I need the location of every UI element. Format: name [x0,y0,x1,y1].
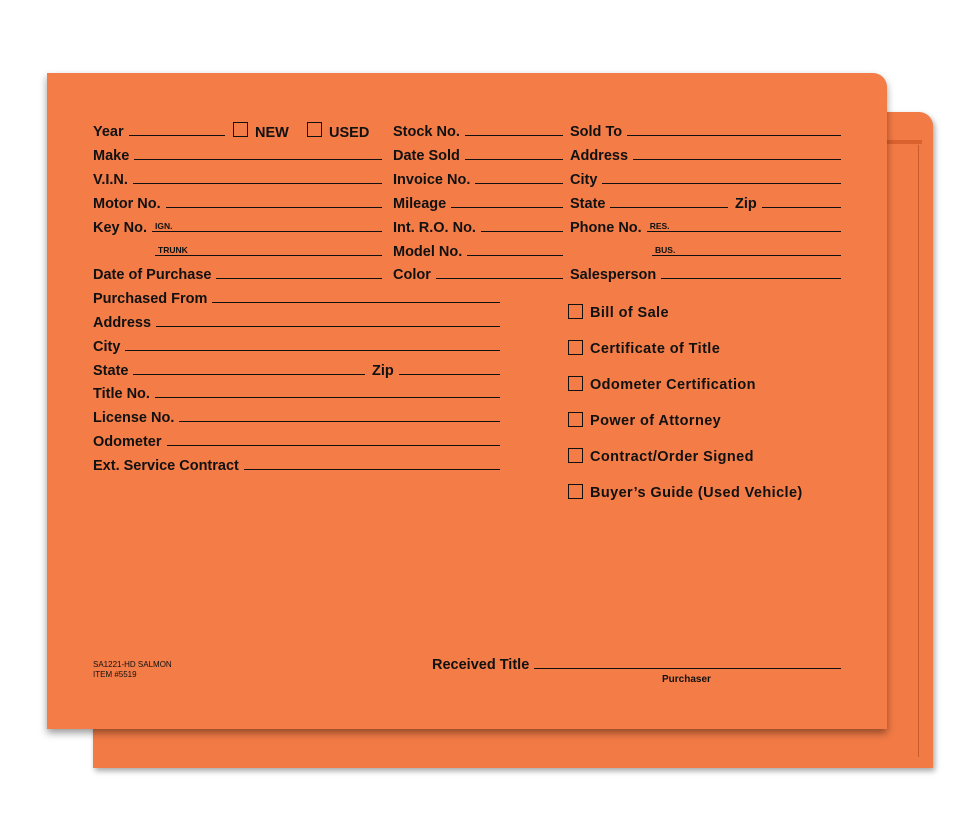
buyer-state-label: State [570,196,606,212]
checklist-label: Certificate of Title [590,341,721,357]
purchase-address-field[interactable] [93,313,500,331]
folder-front-panel [47,73,887,729]
mileage-label: Mileage [393,196,447,212]
sold-to-label: Sold To [570,124,623,140]
buyer-address-field[interactable] [570,146,841,164]
checklist-label: Power of Attorney [590,413,722,429]
int-ro-no-field[interactable] [393,218,563,236]
salesperson-label: Salesperson [570,267,657,283]
model-no-field[interactable] [393,242,563,260]
checklist-item-contract-order-signed[interactable] [568,448,754,465]
date-sold-field[interactable] [393,146,563,164]
service-contract-label: Ext. Service Contract [93,458,239,474]
res-label: RES. [649,221,670,231]
color-label: Color [393,267,431,283]
checklist-label: Contract/Order Signed [590,449,754,465]
stock-no-field[interactable] [393,122,563,140]
buyer-zip-field[interactable] [735,194,841,212]
item-number: ITEM #5519 [93,670,137,679]
stock-no-label: Stock No. [393,124,460,140]
license-no-field[interactable] [93,408,500,426]
buyer-zip-label: Zip [735,196,757,212]
checklist-item-certificate-of-title[interactable] [568,340,720,357]
new-label: NEW [255,125,289,141]
int-ro-no-label: Int. R.O. No. [393,220,476,236]
odometer-label: Odometer [93,434,162,450]
purchase-address-label: Address [93,315,152,331]
buyer-state-field[interactable] [570,194,728,212]
phone-bus-field[interactable] [652,242,841,256]
invoice-no-label: Invoice No. [393,172,471,188]
received-title-field[interactable] [432,655,841,673]
year-label: Year [93,124,124,140]
new-checkbox-box[interactable] [233,122,248,137]
ign-label: IGN. [155,221,173,231]
folder-back-tab-edge [886,140,922,144]
key-no-label: Key No. [93,220,147,236]
motor-no-label: Motor No. [93,196,161,212]
checklist-item-bill-of-sale[interactable] [568,304,669,321]
used-label: USED [329,125,370,141]
make-label: Make [93,148,130,164]
phone-no-label: Phone No. [570,220,642,236]
checklist-item-buyers-guide[interactable] [568,484,803,501]
invoice-no-field[interactable] [393,170,563,188]
mileage-field[interactable] [393,194,563,212]
purchased-from-label: Purchased From [93,291,208,307]
trunk-label: TRUNK [158,245,188,255]
salesperson-field[interactable] [570,265,841,283]
checklist-item-odometer-certification[interactable] [568,376,756,393]
new-checkbox[interactable] [233,122,289,141]
checklist-item-power-of-attorney[interactable] [568,412,721,429]
buyer-address-label: Address [570,148,629,164]
trunk-key-field[interactable] [155,242,382,256]
model-no-label: Model No. [393,244,463,260]
odometer-field[interactable] [93,432,500,450]
motor-no-field[interactable] [93,194,382,212]
vin-label: V.I.N. [93,172,128,188]
purchase-city-label: City [93,339,121,355]
purchase-state-label: State [93,363,129,379]
checkbox[interactable] [568,412,583,427]
purchased-from-field[interactable] [93,289,500,307]
checklist-label: Odometer Certification [590,377,756,393]
vin-field[interactable] [93,170,382,188]
folder-back-edge-line [918,145,919,757]
color-field[interactable] [393,265,563,283]
key-no-field[interactable] [93,218,382,236]
checkbox[interactable] [568,448,583,463]
date-of-purchase-label: Date of Purchase [93,267,212,283]
year-field[interactable] [93,122,225,140]
buyer-city-field[interactable] [570,170,841,188]
phone-res-field[interactable] [570,218,841,236]
date-of-purchase-field[interactable] [93,265,382,283]
purchase-zip-field[interactable] [372,361,500,379]
checklist-label: Buyer’s Guide (Used Vehicle) [590,485,803,501]
checkbox[interactable] [568,304,583,319]
purchase-city-field[interactable] [93,337,500,355]
sold-to-field[interactable] [570,122,841,140]
checkbox[interactable] [568,376,583,391]
date-sold-label: Date Sold [393,148,460,164]
purchase-zip-label: Zip [372,363,394,379]
purchase-state-field[interactable] [93,361,365,379]
license-no-label: License No. [93,410,175,426]
buyer-city-label: City [570,172,598,188]
checkbox[interactable] [568,340,583,355]
item-code-block [93,660,172,680]
bus-label: BUS. [655,245,676,255]
checklist-label: Bill of Sale [590,305,669,321]
title-no-field[interactable] [93,384,500,402]
make-field[interactable] [93,146,382,164]
received-title-label: Received Title [432,657,530,673]
purchaser-label: Purchaser [662,674,711,685]
service-contract-field[interactable] [93,456,500,474]
title-no-label: Title No. [93,386,150,402]
checkbox[interactable] [568,484,583,499]
used-checkbox-box[interactable] [307,122,322,137]
item-code: SA1221-HD SALMON [93,660,172,669]
used-checkbox[interactable] [307,122,369,141]
